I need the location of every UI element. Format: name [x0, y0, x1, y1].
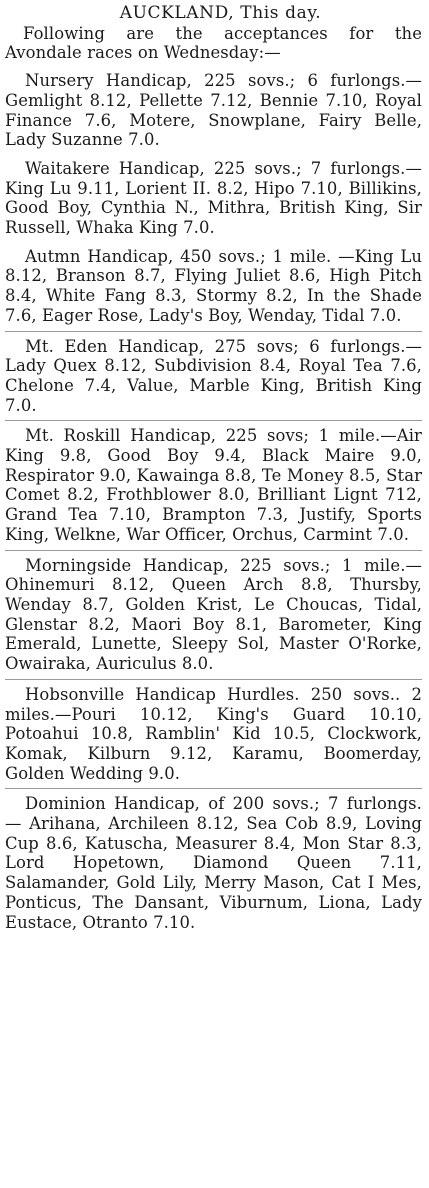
intro-paragraph: Following are the acceptances for the Avondale races on Wednesday:— [5, 23, 422, 63]
column-rule [5, 788, 422, 789]
race-entry-dominion-handicap: Dominion Handicap, of 200 sovs.; 7 furlongs. — Arihana, Archileen 8.12, Sea Cob 8.9, Loving Cup 8.6, Katuscha, Measurer 8.4, Mon Star 8.3, Lord Hopetown, Diamond Queen 7.11, Salamander, Gold Lily, Merry Mason, Cat I Mes, Ponticus, The Dansant, Viburnum, Liona, Lady Eustace, Otranto 7.10. [5, 794, 422, 932]
dateline-heading: AUCKLAND, This day. [119, 3, 322, 23]
column-rule [5, 679, 422, 680]
race-entry-mt-roskill-handicap: Mt. Roskill Handicap, 225 sovs; 1 mile.—Air King 9.8, Good Boy 9.4, Black Maire 9.0, Respirator 9.0, Kawainga 8.8, Te Money 8.5, Star Comet 8.2, Frothblower 8.0, Brilliant Lignt 712, Grand Tea 7.10, Brampton 7.3, Justify, Sports King, Welkne, War Officer, Orchus, Carmint 7.0. [5, 426, 422, 544]
race-entry-morningside-handicap: Morningside Handicap, 225 sovs.; 1 mile.—Ohinemuri 8.12, Queen Arch 8.8, Thursby, Wenday 8.7, Golden Krist, Le Choucas, Tidal, Glenstar 8.2, Maori Boy 8.1, Barometer, King Emerald, Lunette, Sleepy Sol, Master O'Rorke, Owairaka, Auriculus 8.0. [5, 555, 422, 674]
race-entry-waitakere-handicap: Waitakere Handicap, 225 sovs.; 7 furlongs.—King Lu 9.11, Lorient II. 8.2, Hipo 7.10, Billikins, Good Boy, Cynthia N., Mithra, British King, Sir Russell, Whaka King 7.0. [5, 158, 422, 238]
paragraph-gap [5, 238, 422, 247]
newspaper-column [5, 4, 422, 932]
race-entry-mt-eden-handicap: Mt. Eden Handicap, 275 sovs; 6 furlongs.—Lady Quex 8.12, Subdivision 8.4, Royal Tea 7.6, Chelone 7.4, Value, Marble King, British King 7.0. [5, 336, 422, 415]
paragraph-gap [5, 150, 422, 159]
column-rule [5, 331, 422, 332]
race-entry-nursery-handicap: Nursery Handicap, 225 sovs.; 6 furlongs.—Gemlight 8.12, Pellette 7.12, Bennie 7.10, Royal Finance 7.6, Motere, Snowplane, Fairy Belle, Lady Suzanne 7.0. [5, 71, 422, 150]
race-entry-hobsonville-handicap-hurdles: Hobsonville Handicap Hurdles. 250 sovs.. 2 miles.—Pouri 10.12, King's Guard 10.10, Potoahui 10.8, Ramblin' Kid 10.5, Clockwork, Komak, Kilburn 9.12, Karamu, Boomerday, Golden Wedding 9.0. [5, 684, 422, 783]
column-rule [5, 550, 422, 551]
race-entry-autmn-handicap: Autmn Handicap, 450 sovs.; 1 mile. —King Lu 8.12, Branson 8.7, Flying Juliet 8.6, High Pitch 8.4, White Fang 8.3, Stormy 8.2, In the Shade 7.6, Eager Rose, Lady's Boy, Wenday, Tidal 7.0. [5, 246, 422, 325]
column-rule [5, 420, 422, 421]
